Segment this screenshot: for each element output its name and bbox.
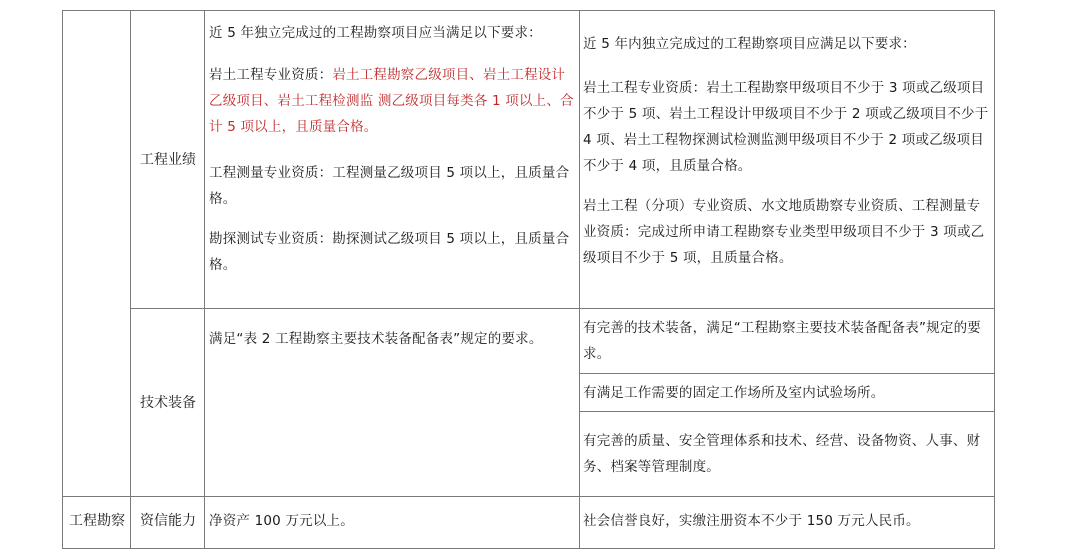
performance-right-cell — [583, 31, 993, 271]
credit-left: 净资产 100 万元以上。 — [209, 513, 354, 529]
credit-right: 社会信誉良好，实缴注册资本不少于 150 万元人民币。 — [583, 513, 920, 529]
row-divider-equipment-a — [579, 373, 995, 374]
equipment-right-1: 有完善的技术装备，满足“工程勘察主要技术装备配备表”规定的要求。 — [583, 320, 981, 362]
performance-left-geo-prefix: 岩土工程专业资质： — [209, 67, 333, 83]
equipment-right-2: 有满足工作需要的固定工作场所及室内试验场所。 — [583, 385, 885, 401]
performance-left-geo — [209, 62, 577, 140]
table-bottom-border — [62, 548, 995, 549]
col-line-middle — [204, 10, 205, 549]
col-line-right — [579, 10, 580, 549]
label-performance: 工程业绩 — [140, 152, 196, 168]
performance-left-intro: 近 5 年独立完成过的工程勘察项目应当满足以下要求： — [209, 25, 542, 41]
performance-right-intro: 近 5 年内独立完成过的工程勘察项目应满足以下要求： — [583, 36, 916, 52]
table-top-border — [62, 10, 995, 11]
performance-right-geo: 岩土工程专业资质：岩土工程勘察甲级项目不少于 3 项或乙级项目不少于 5 项、岩土工程设计甲级项目不少于 2 项或乙级项目不少于 4 项、岩土工程物探测试检测监测甲级项目不少于 2 项或乙级项目不少于 4 项，且质量合格。 — [583, 80, 989, 174]
performance-left-cell — [209, 20, 577, 278]
performance-left-geo-red: 岩土工程勘察乙级项目、岩土工程设计乙级项目、岩土工程检测监 测乙级项目每类各 1 项以上、合计 5 项以上，且质量合格。 — [209, 67, 574, 135]
row-divider-credit — [62, 496, 995, 497]
col-line-label — [130, 10, 131, 549]
performance-left-survey: 工程测量专业资质：工程测量乙级项目 5 项以上，且质量合格。 — [209, 165, 570, 207]
col-line-outer-right — [994, 10, 995, 549]
label-credit: 资信能力 — [140, 513, 196, 529]
row-divider-performance — [130, 308, 995, 309]
performance-right-other: 岩土工程（分项）专业资质、水文地质勘察专业资质、工程测量专业资质：完成过所申请工程勘察专业类型甲级项目不少于 3 项或乙级项目不少于 5 项，且质量合格。 — [583, 198, 985, 266]
category-survey: 工程勘察 — [69, 513, 125, 529]
col-line-outer-left — [62, 10, 63, 549]
equipment-right-3: 有完善的质量、安全管理体系和技术、经营、设备物资、人事、财务、档案等管理制度。 — [583, 433, 981, 475]
label-equipment: 技术装备 — [140, 395, 196, 411]
equipment-left: 满足“表 2 工程勘察主要技术装备配备表”规定的要求。 — [209, 331, 543, 347]
row-divider-equipment-b — [579, 411, 995, 412]
performance-left-explore: 勘探测试专业资质：勘探测试乙级项目 5 项以上，且质量合格。 — [209, 231, 570, 273]
